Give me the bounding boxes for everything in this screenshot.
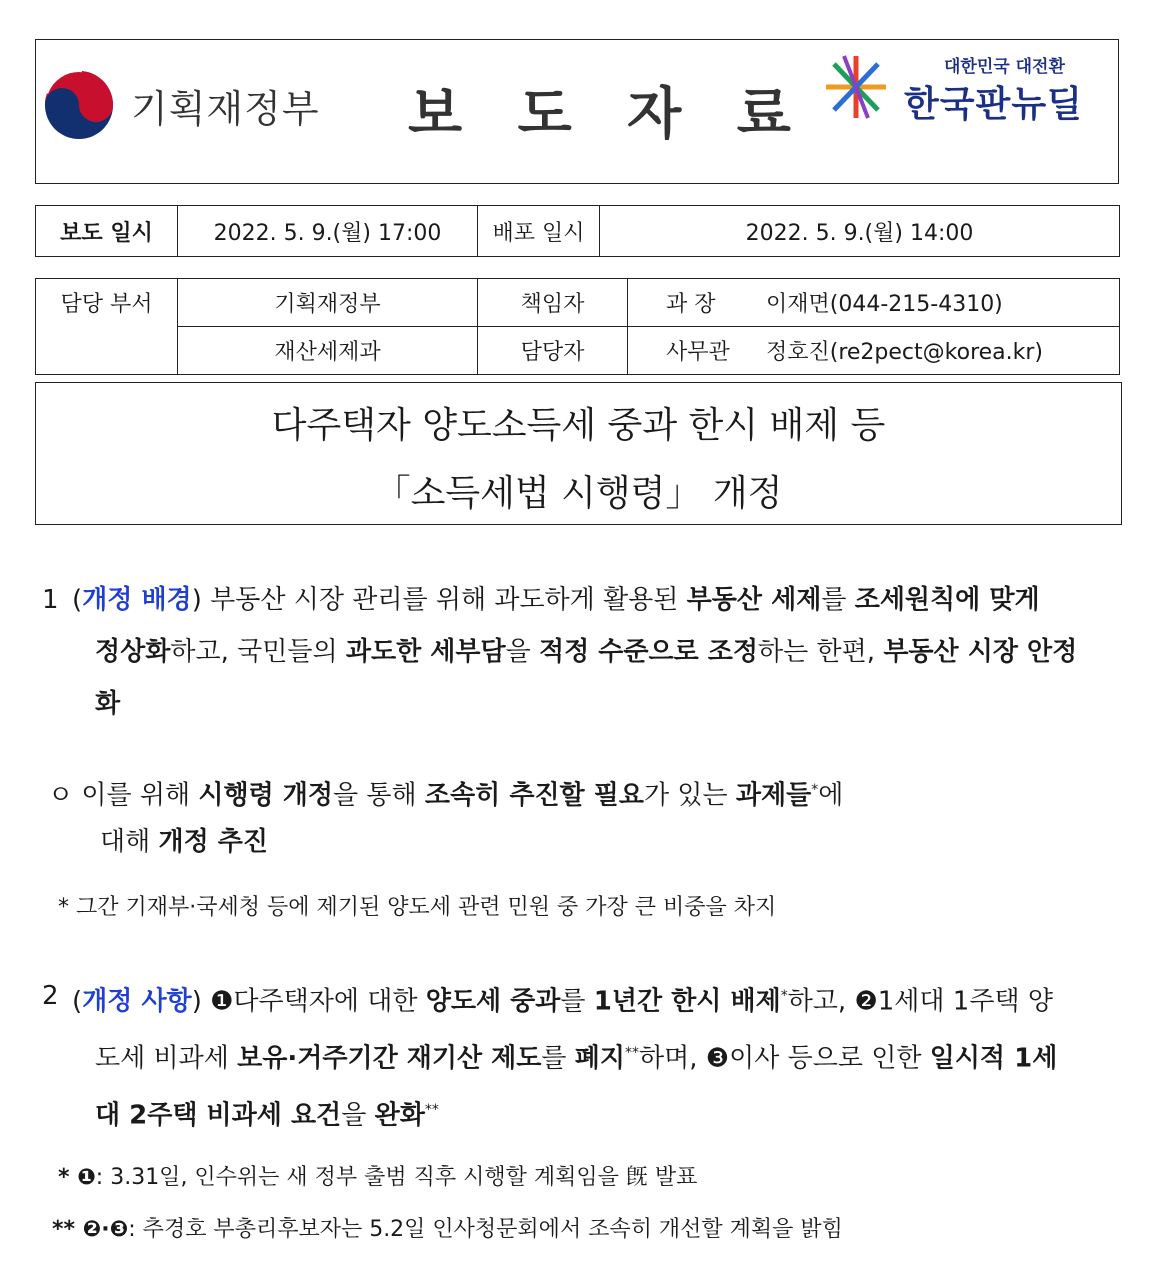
taegeuk-logo-icon xyxy=(42,68,116,142)
paren-close: ) xyxy=(191,986,202,1017)
s1-b6: 부동산 시장 안정 xyxy=(883,637,1078,667)
s2-sup3: ** xyxy=(424,1102,439,1118)
bullet1-line2 xyxy=(100,816,268,868)
paren-open: ( xyxy=(72,585,83,615)
staff-name: 정호진(re2pect@korea.kr) xyxy=(766,340,1044,365)
s2-t4: 1세대 1주택 양 xyxy=(877,986,1053,1017)
s1-t4: 을 xyxy=(505,637,539,667)
paren-close: ) xyxy=(191,585,202,615)
circled-2: ❷ xyxy=(854,986,878,1017)
footnote-3-prefix: ** ❷·❸ xyxy=(52,1217,129,1242)
distribution-date-label: 배포 일시 xyxy=(478,206,600,257)
distribution-date-value: 2022. 5. 9.(월) 14:00 xyxy=(600,206,1120,257)
s1-t5: 하는 한편, xyxy=(758,637,884,667)
ministry-name: 기획재정부 xyxy=(131,87,320,131)
s2-t1: 다주택자에 대한 xyxy=(233,986,426,1017)
contact-table xyxy=(35,278,1120,375)
chief-label: 책임자 xyxy=(478,279,628,327)
chief-rank: 과 장 xyxy=(666,292,716,317)
document-type-title: 보 도 자 료 xyxy=(408,82,809,147)
footnote-1: * 그간 기재부·국세청 등에 제기된 양도세 관련 민원 중 가장 큰 비중을 차지 xyxy=(58,895,777,920)
section2-line1 xyxy=(72,970,1132,1028)
b1-b2: 조속히 추진할 필요 xyxy=(424,780,644,811)
main-title-line2: 「소득세법 시행령」 개정 xyxy=(374,473,783,514)
circled-1: ❶ xyxy=(210,986,234,1017)
b1-t3: 가 있는 xyxy=(643,780,736,811)
department-label: 담당 부서 xyxy=(36,279,178,375)
s2-b2: 1년간 한시 배제 xyxy=(593,986,781,1017)
section2-number: 2 xyxy=(42,981,59,1011)
b1-b3: 과제들 xyxy=(735,780,812,811)
s2-b7: 완화 xyxy=(374,1100,425,1131)
s2-t9: 을 xyxy=(341,1100,375,1131)
s2-sup1: * xyxy=(780,988,788,1004)
s2-b4: 폐지 xyxy=(574,1043,626,1074)
section1-number: 1 xyxy=(42,585,59,615)
release-date-table xyxy=(35,205,1120,257)
staff-rank: 사무관 xyxy=(666,340,730,365)
footnote-3 xyxy=(52,1212,843,1243)
press-date-value: 2022. 5. 9.(월) 17:00 xyxy=(178,206,478,257)
s1-b7: 화 xyxy=(95,689,121,719)
press-date-label: 보도 일시 xyxy=(36,206,178,257)
paren-open: ( xyxy=(72,986,83,1017)
footnote-2-text: : 3.31일, 인수위는 새 정부 출범 직후 시행할 계획임을 旣 발표 xyxy=(95,1165,698,1190)
circled-3: ❸ xyxy=(705,1043,730,1074)
department-line1: 기획재정부 xyxy=(178,279,478,327)
section2-tag: 개정 사항 xyxy=(82,986,192,1017)
s2-t8: 이사 등으로 인한 xyxy=(729,1043,930,1074)
b1-sup: * xyxy=(811,782,819,798)
section1-paragraph-line3 xyxy=(95,678,120,730)
b1-t1: 이를 위해 xyxy=(73,780,199,811)
newdeal-star-icon xyxy=(824,52,888,122)
footnote-2 xyxy=(58,1160,697,1191)
s2-t6: 를 xyxy=(541,1043,575,1074)
newdeal-brand: 한국판뉴딜 xyxy=(904,84,1083,125)
s2-t7: 하며, xyxy=(639,1043,706,1074)
chief-name: 이재면(044-215-4310) xyxy=(766,292,1003,317)
b1-t4: 에 xyxy=(818,780,844,811)
b1-t5: 대해 xyxy=(100,827,159,857)
b1-t2: 을 통해 xyxy=(333,780,425,811)
section1-paragraph-line2 xyxy=(95,626,1125,678)
staff-contact xyxy=(628,327,1120,375)
bullet1-line1 xyxy=(48,764,1108,822)
s2-sup2: ** xyxy=(625,1045,640,1061)
s1-b1: 부동산 세제 xyxy=(686,585,822,615)
newdeal-subtitle: 대한민국 대전환 xyxy=(944,57,1065,77)
s1-t2: 를 xyxy=(821,585,855,615)
main-title-line1: 다주택자 양도소득세 중과 한시 배제 등 xyxy=(271,405,886,446)
section2-line3 xyxy=(95,1084,439,1142)
bullet-marker: ㅇ xyxy=(48,780,74,811)
s2-t2: 를 xyxy=(560,986,594,1017)
section1-paragraph xyxy=(72,574,1120,626)
s1-b5: 적정 수준으로 조정 xyxy=(539,637,759,667)
s2-b3: 보유·거주기간 재기산 제도 xyxy=(237,1043,542,1074)
section1-tag: 개정 배경 xyxy=(82,585,192,615)
s1-b2: 조세원칙에 맞게 xyxy=(854,585,1040,615)
s1-t1: 부동산 시장 관리를 위해 과도하게 활용된 xyxy=(201,585,687,615)
s1-b4: 과도한 세부담 xyxy=(345,637,506,667)
s2-t3: 하고, xyxy=(787,986,855,1017)
b1-b4: 개정 추진 xyxy=(158,827,269,857)
staff-label: 담당자 xyxy=(478,327,628,375)
chief-contact xyxy=(628,279,1120,327)
s2-b6: 대 2주택 비과세 요건 xyxy=(95,1100,342,1131)
department-line2: 재산세제과 xyxy=(178,327,478,375)
b1-b1: 시행령 개정 xyxy=(198,780,334,811)
footnote-3-text: : 추경호 부총리후보자는 5.2일 인사청문회에서 조속히 개선할 계획을 밝힘 xyxy=(128,1217,843,1242)
s1-t3: 하고, 국민들의 xyxy=(170,637,346,667)
title-box xyxy=(35,382,1122,525)
header-box xyxy=(35,39,1119,184)
s2-b5: 일시적 1세 xyxy=(929,1043,1058,1074)
section2-line2 xyxy=(95,1027,1135,1085)
s1-b3: 정상화 xyxy=(95,637,171,667)
s2-t5: 도세 비과세 xyxy=(95,1043,238,1074)
footnote-2-prefix: * ❶ xyxy=(58,1165,96,1190)
s2-b1: 양도세 중과 xyxy=(425,986,561,1017)
